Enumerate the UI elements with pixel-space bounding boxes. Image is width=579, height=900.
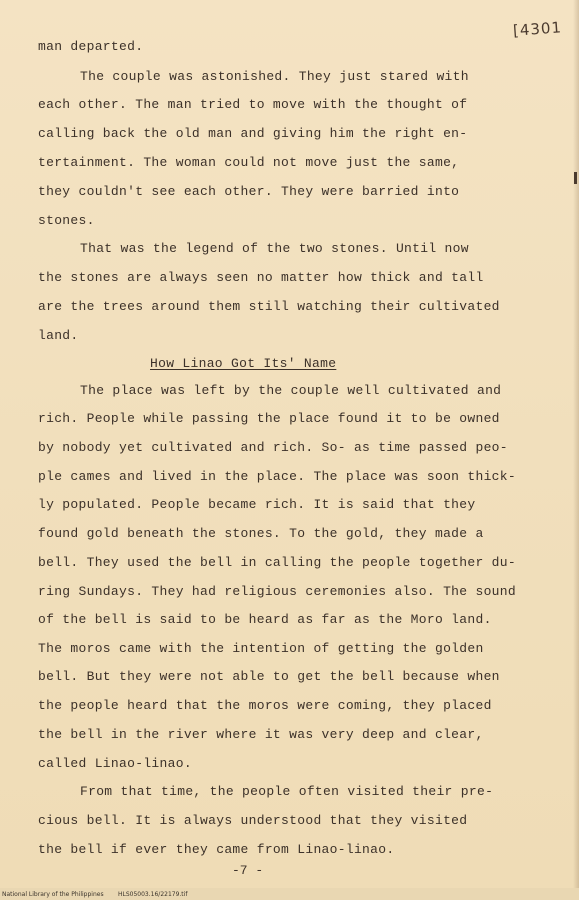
text-line: the stones are always seen no matter how thick and tall [38,270,484,285]
text-line: man departed. [38,39,144,54]
text-line: ly populated. People became rich. It is said that they [38,497,476,512]
margin-mark [574,172,577,184]
text-line: of the bell is said to be heard as far as the Moro land. [38,612,492,627]
text-line: ring Sundays. They had religious ceremonies also. The sound [38,584,516,599]
text-line: bell. But they were not able to get the bell because when [38,669,500,684]
text-line: each other. The man tried to move with the thought of [38,97,468,112]
archive-footer [0,888,579,900]
text-line: stones. [38,213,95,228]
text-line: The place was left by the couple well cultivated and [80,383,502,398]
text-line: rich. People while passing the place found it to be owned [38,411,500,426]
text-line: the people heard that the moros were coming, they placed [38,698,492,713]
page-number: -7 - [232,863,264,878]
section-heading: How Linao Got Its' Name [150,356,337,371]
text-line: From that time, the people often visited their pre- [80,784,494,799]
footer-source: National Library of the Philippines [2,891,104,898]
text-line: tertainment. The woman could not move just the same, [38,155,460,170]
text-line: are the trees around them still watching their cultivated [38,299,500,314]
text-line: by nobody yet cultivated and rich. So- as time passed peo- [38,440,508,455]
text-line: found gold beneath the stones. To the gold, they made a [38,526,484,541]
text-line: the bell if ever they came from Linao-linao. [38,842,395,857]
text-line: The couple was astonished. They just stared with [80,69,469,84]
page-edge-shadow [573,0,579,900]
text-line: bell. They used the bell in calling the people together du- [38,555,516,570]
text-line: the bell in the river where it was very deep and clear, [38,727,484,742]
text-line: they couldn't see each other. They were barried into [38,184,460,199]
text-line: The moros came with the intention of getting the golden [38,641,484,656]
text-line: That was the legend of the two stones. Until now [80,241,469,256]
handwritten-annotation: [4301 [512,18,563,40]
text-line: called Linao-linao. [38,756,192,771]
text-line: ple cames and lived in the place. The place was soon thick- [38,469,516,484]
text-line: land. [38,328,79,343]
text-line: calling back the old man and giving him the right en- [38,126,468,141]
text-line: cious bell. It is always understood that they visited [38,813,468,828]
footer-file-id: HLS05003.16/22179.tif [118,891,188,898]
